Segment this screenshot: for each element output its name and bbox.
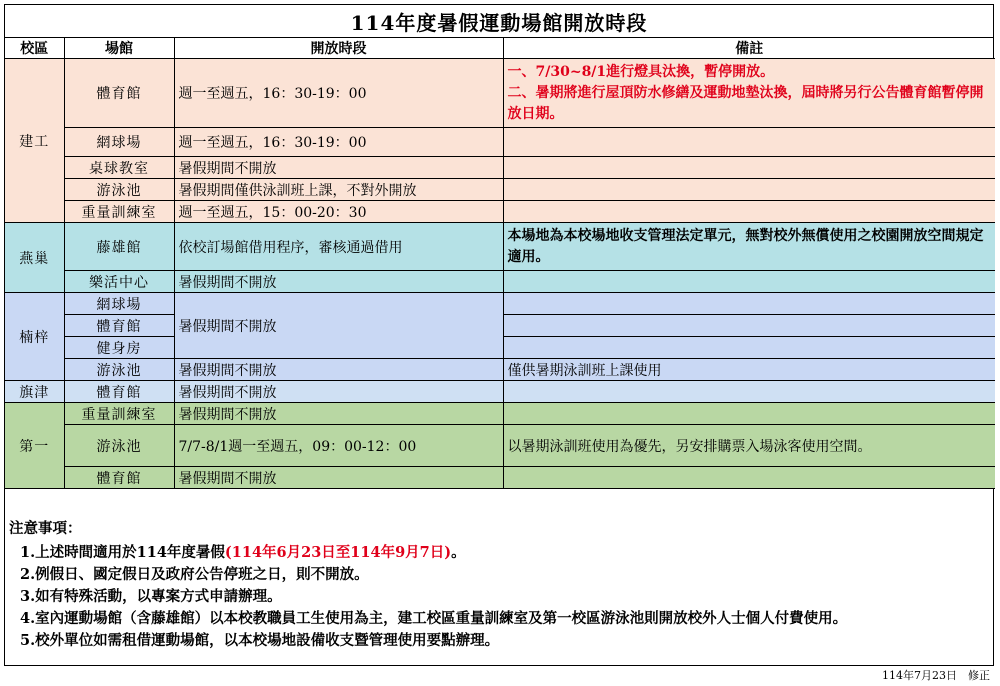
table-row [5,201,995,223]
remark-cell [503,179,995,201]
table-row [5,381,995,403]
note-item: 5.校外單位如需租借運動場館，以本校場地設備收支暨管理使用要點辦理。 [20,632,500,649]
campus-cell: 旗津 [5,381,64,403]
note-item [9,542,847,564]
campus-cell: 建工 [5,59,64,223]
venue-cell: 體育館 [64,315,174,337]
table-row [5,293,995,315]
revision-date: 114年7月23日 修正 [882,669,990,682]
table-row [5,271,995,293]
venue-cell: 體育館 [64,467,174,489]
table-row [5,467,995,489]
table-row [5,59,995,128]
note-item: 4.室內運動場館（含藤雄館）以本校教職員工生使用為主，建工校區重量訓練室及第一校區游泳池則開放校外人士個人付費使用。 [20,610,848,627]
remark-cell [503,381,995,403]
note-text: 。 [451,544,466,561]
hours-cell: 暑假期間不開放 [174,271,503,293]
venue-cell: 樂活中心 [64,271,174,293]
campus-cell: 燕巢 [5,223,64,293]
hours-cell: 暑假期間不開放 [174,359,503,381]
remark-line: 二、暑期將進行屋頂防水修繕及運動地墊汰換，屆時將另行公告體育館暫停開放日期。 [507,84,984,122]
remark-cell [503,403,995,425]
notes-section [9,517,847,652]
campus-cell: 第一 [5,403,64,489]
table-row [5,403,995,425]
note-item: 2.例假日、國定假日及政府公告停班之日，則不開放。 [20,566,369,583]
hours-cell: 暑假期間不開放 [174,467,503,489]
remark-cell [503,467,995,489]
remark-cell [503,157,995,179]
hours-cell: 7/7-8/1週一至週五，09：00-12：00 [174,425,503,467]
document-title: 114年度暑假運動場館開放時段 [5,5,993,38]
remark-cell [503,201,995,223]
venue-cell: 藤雄館 [64,223,174,271]
remark-cell [503,271,995,293]
hours-cell: 暑假期間不開放 [174,381,503,403]
remark-cell: 本場地為本校場地收支管理法定單元，無對校外無償使用之校園開放空間規定適用。 [503,223,995,271]
hours-cell: 週一至週五，16：30-19：00 [174,59,503,128]
remark-cell [503,128,995,157]
schedule-table [5,38,995,489]
remark-line: 一、7/30~8/1進行燈具汰換，暫停開放。 [507,63,775,80]
venue-cell: 游泳池 [64,425,174,467]
hours-cell: 暑假期間僅供泳訓班上課，不對外開放 [174,179,503,201]
table-row [5,157,995,179]
venue-cell: 游泳池 [64,179,174,201]
header-campus: 校區 [5,38,64,59]
venue-cell: 游泳池 [64,359,174,381]
venue-cell: 健身房 [64,337,174,359]
table-row [5,128,995,157]
venue-cell: 體育館 [64,59,174,128]
campus-cell: 楠梓 [5,293,64,381]
hours-cell: 暑假期間不開放 [174,403,503,425]
header-remarks: 備註 [503,38,995,59]
venue-cell: 體育館 [64,381,174,403]
venue-cell: 重量訓練室 [64,403,174,425]
header-hours: 開放時段 [174,38,503,59]
notes-heading: 注意事項： [9,520,82,537]
venue-cell: 網球場 [64,128,174,157]
remark-cell [503,59,995,128]
note-text: 1.上述時間適用於114年度暑假 [20,544,225,561]
venue-cell: 重量訓練室 [64,201,174,223]
venue-cell: 桌球教室 [64,157,174,179]
header-venue: 場館 [64,38,174,59]
venue-cell: 網球場 [64,293,174,315]
hours-cell: 週一至週五，16：30-19：00 [174,128,503,157]
header-row [5,38,995,59]
schedule-document [4,4,994,666]
remark-cell: 以暑期泳訓班使用為優先，另安排購票入場泳客使用空間。 [503,425,995,467]
hours-cell: 暑假期間不開放 [174,293,503,359]
note-item: 3.如有特殊活動，以專案方式申請辦理。 [20,588,282,605]
table-row [5,179,995,201]
remark-cell [503,315,995,337]
remark-cell: 僅供暑期泳訓班上課使用 [503,359,995,381]
note-date-range: (114年6月23日至114年9月7日) [224,544,452,561]
hours-cell: 暑假期間不開放 [174,157,503,179]
table-row [5,425,995,467]
table-row [5,359,995,381]
table-row [5,223,995,271]
remark-cell [503,337,995,359]
hours-cell: 依校訂場館借用程序，審核通過借用 [174,223,503,271]
remark-cell [503,293,995,315]
hours-cell: 週一至週五，15：00-20：30 [174,201,503,223]
